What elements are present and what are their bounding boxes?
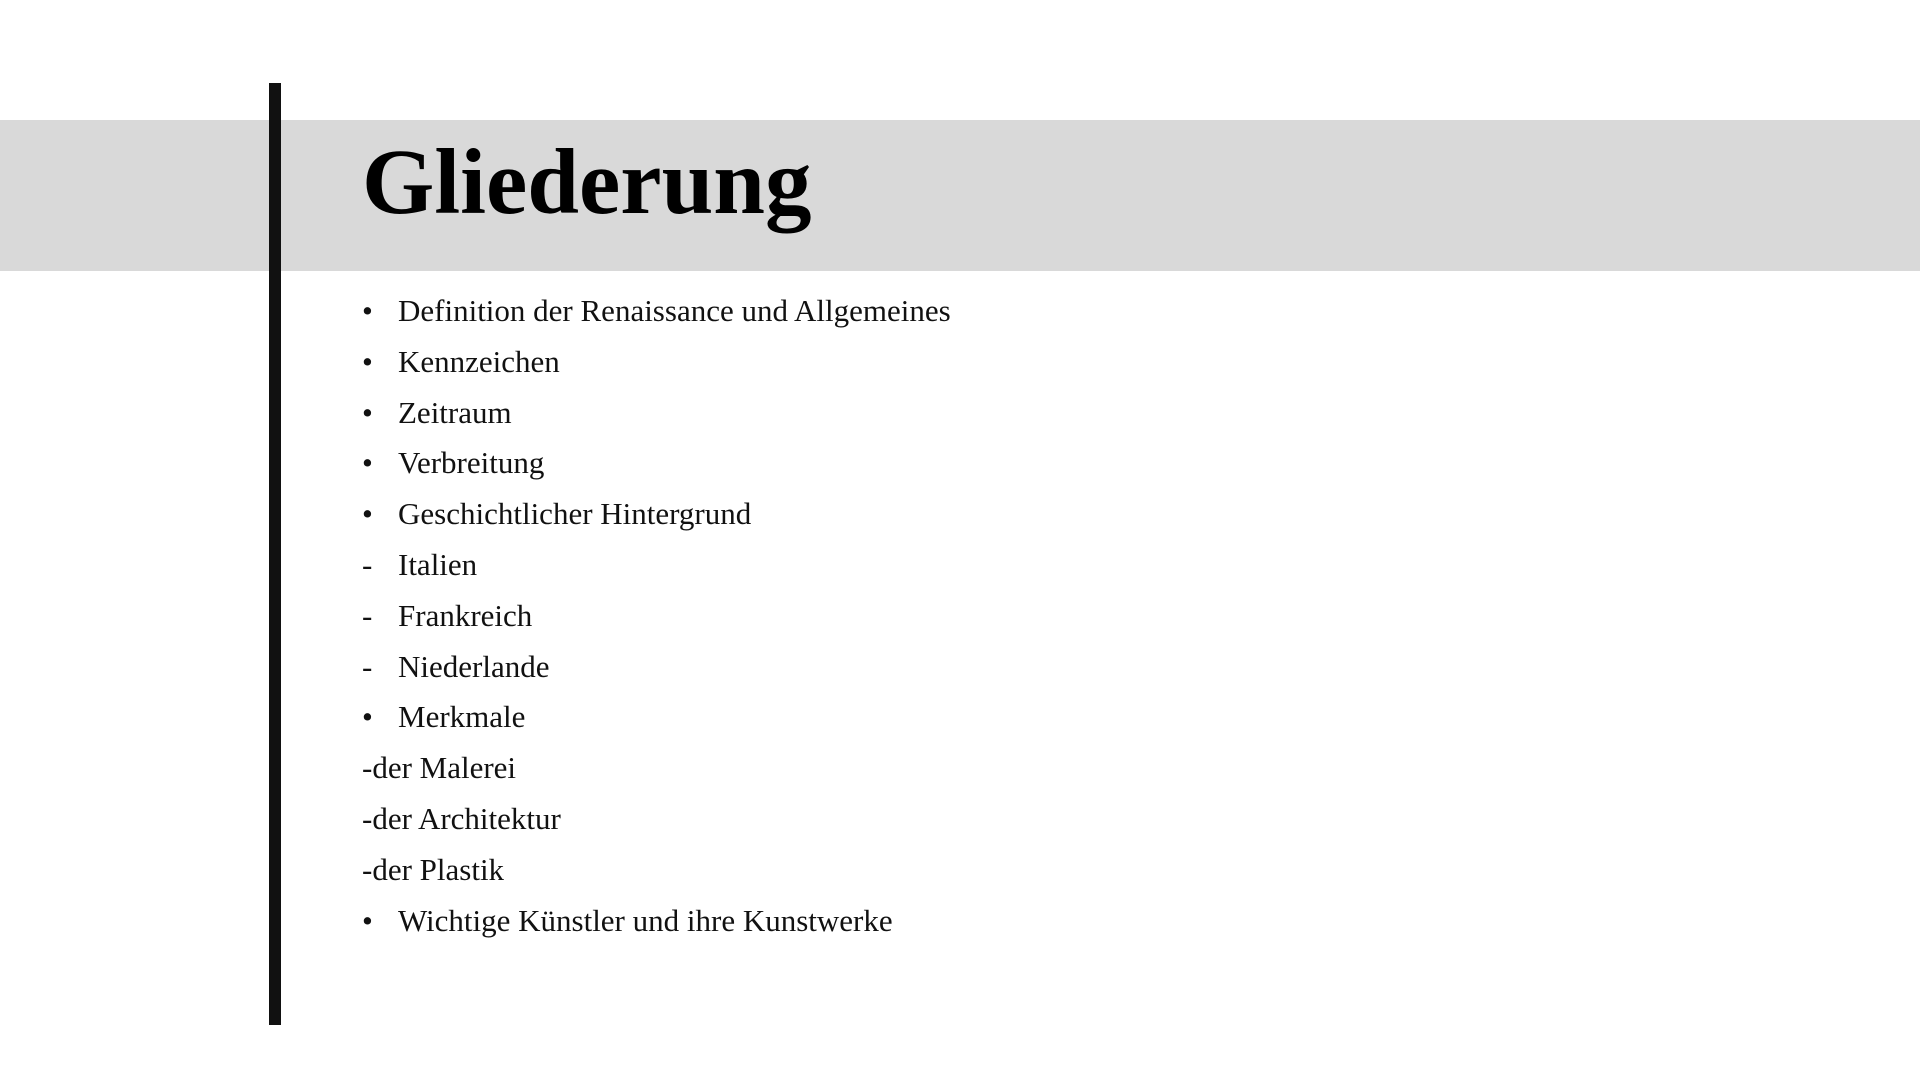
list-item-text: Italien <box>398 546 478 582</box>
dash-marker: - <box>362 648 373 684</box>
list-item <box>362 442 1762 493</box>
list-item-text: Merkmale <box>398 699 526 735</box>
bullet-marker: • <box>362 394 373 430</box>
list-item <box>362 900 1762 951</box>
dash-marker: - <box>362 597 373 633</box>
list-item-text: -der Plastik <box>362 851 505 887</box>
list-item <box>362 392 1762 443</box>
list-item <box>362 341 1762 392</box>
bullet-marker: • <box>362 699 373 735</box>
list-item-text: Niederlande <box>398 648 550 684</box>
list-item <box>362 493 1762 544</box>
list-item-text: -der Malerei <box>362 750 517 786</box>
dash-marker: - <box>362 546 373 582</box>
slide-title: Gliederung <box>362 131 812 234</box>
bullet-marker: • <box>362 343 373 379</box>
bullet-marker: • <box>362 293 373 328</box>
list-item-text: Verbreitung <box>398 445 545 481</box>
list-item <box>362 595 1762 646</box>
list-item-text: Definition der Renaissance und Allgemeines <box>398 293 951 328</box>
list-item <box>362 290 1762 341</box>
list-item-text: Zeitraum <box>398 394 512 430</box>
accent-bar <box>269 83 281 1025</box>
list-item-text: -der Architektur <box>362 800 561 836</box>
outline-list <box>362 290 1762 950</box>
list-item-text: Wichtige Künstler und ihre Kunstwerke <box>398 902 893 938</box>
list-item-text: Frankreich <box>398 597 533 633</box>
bullet-marker: • <box>362 445 373 481</box>
title-band <box>0 120 1920 271</box>
list-item <box>362 798 1762 849</box>
list-item <box>362 544 1762 595</box>
bullet-marker: • <box>362 496 373 532</box>
bullet-marker: • <box>362 902 373 938</box>
list-item-text: Kennzeichen <box>398 343 560 379</box>
list-item-text: Geschichtlicher Hintergrund <box>398 496 752 532</box>
list-item <box>362 696 1762 747</box>
list-item <box>362 646 1762 697</box>
list-item <box>362 849 1762 900</box>
list-item <box>362 747 1762 798</box>
